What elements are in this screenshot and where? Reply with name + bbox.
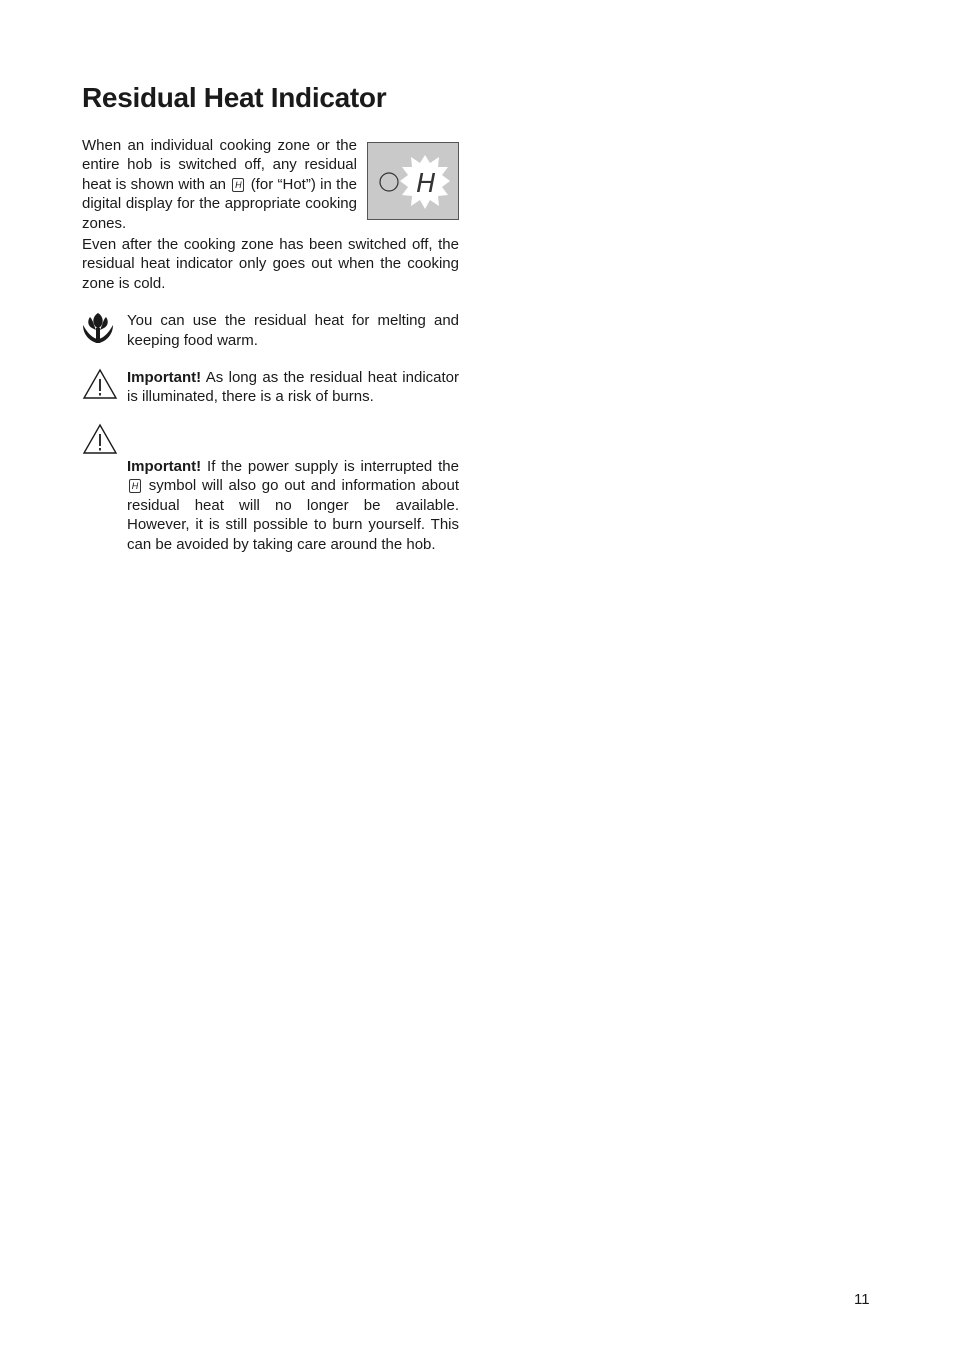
display-illustration — [368, 143, 458, 219]
warning-power-text — [127, 457, 459, 554]
cold-zone-paragraph: Even after the cooking zone has been switched off, the residual heat indicator only goes out when the cooking zone is cold. — [82, 236, 459, 292]
warning-power-label: Important! — [127, 457, 202, 475]
warning-power-body-end: symbol will also go out and information about residual heat will no longer be available. However, it is still possible to burn yourself. This can be avoided by taking care around the hob. — [127, 477, 459, 553]
tip-note — [82, 311, 459, 350]
warning-burn-text — [127, 368, 459, 407]
display-h-symbol: H — [416, 169, 436, 199]
warning-power-note — [82, 423, 459, 554]
residual-heat-display-figure — [367, 142, 459, 220]
hot-symbol-icon: H — [129, 479, 141, 493]
eco-plant-icon — [82, 311, 114, 345]
intro-text-end: (for “Hot”) in the digital display for the appropriate cooking zones. — [82, 175, 358, 232]
content-column — [82, 136, 459, 554]
page-number: 11 — [854, 1291, 870, 1308]
warning-burn-body: As long as the residual heat indicator is illuminated, there is a risk of burns. — [127, 369, 459, 406]
intro-text-start: When an individual cooking zone or the entire hob is switched off, any residual heat is shown with an — [82, 137, 357, 193]
warning-triangle-icon — [82, 423, 118, 455]
warning-burn-note — [82, 368, 459, 407]
tip-text: You can use the residual heat for melting and keeping food warm. — [127, 312, 459, 349]
page-title: Residual Heat Indicator — [82, 82, 387, 113]
warning-burn-label: Important! — [127, 369, 202, 387]
cooking-zone-circle-icon — [380, 173, 398, 191]
hot-symbol-icon: H — [232, 178, 244, 192]
warning-power-body-start: If the power supply is interrupted the — [201, 457, 459, 475]
warning-triangle-icon — [82, 368, 118, 400]
